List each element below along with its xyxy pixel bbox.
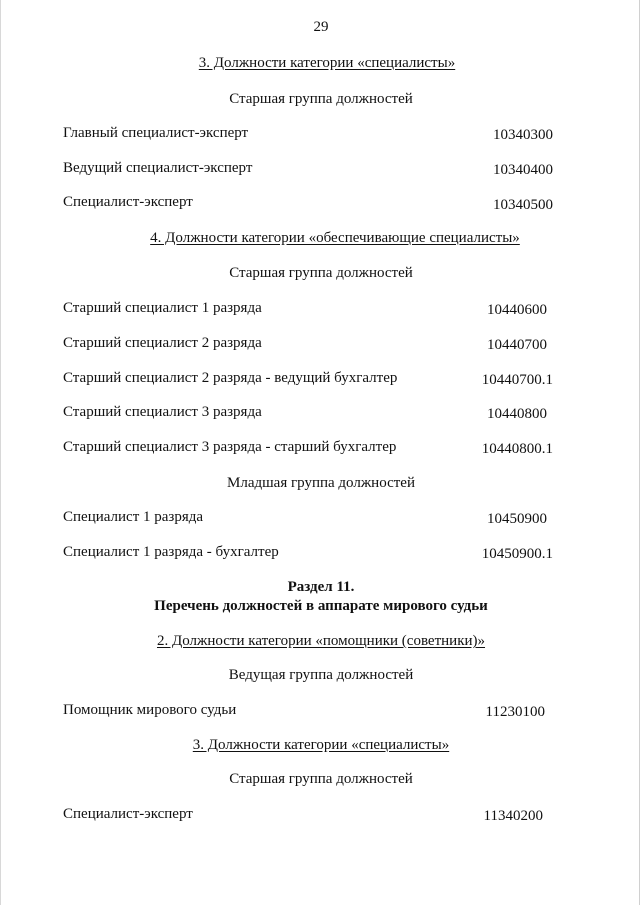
group-heading-senior: Старшая группа должностей [229,91,413,107]
group-heading-junior: Младшая группа должностей [227,475,415,491]
position-code: 10450900 [487,511,547,527]
position-code: 10340500 [493,197,553,213]
position-name: Старший специалист 3 разряда - старший бухгалтер [63,439,397,455]
group-heading-senior: Старшая группа должностей [229,771,413,787]
position-code: 10340400 [493,162,553,178]
group-heading-leading: Ведущая группа должностей [228,667,414,683]
section-title: Раздел 11. [287,579,355,595]
page-number: 29 [313,19,329,35]
section-subtitle: Перечень должностей в аппарате мирового судьи [154,598,488,614]
position-name: Старший специалист 3 разряда [63,404,262,420]
category-heading-support-specialists: 4. Должности категории «обеспечивающие специалисты» [150,230,520,246]
position-code: 10440800 [487,406,547,422]
position-name: Старший специалист 2 разряда [63,335,262,351]
position-code: 10340300 [493,127,553,143]
position-name: Помощник мирового судьи [63,702,237,718]
group-heading-senior: Старшая группа должностей [229,265,413,281]
category-heading-specialists: 3. Должности категории «специалисты» [192,737,450,753]
position-name: Ведущий специалист-эксперт [63,160,253,176]
position-code: 10440700 [487,337,547,353]
position-name: Специалист 1 разряда - бухгалтер [63,544,279,560]
position-code: 10440700.1 [481,372,553,388]
position-name: Старший специалист 2 разряда - ведущий бухгалтер [63,370,398,386]
position-code: 10440600 [487,302,547,318]
position-name: Специалист-эксперт [63,194,193,210]
position-name: Главный специалист-эксперт [63,125,249,141]
position-code: 10440800.1 [481,441,553,457]
category-heading-assistants: 2. Должности категории «помощники (советники)» [156,633,486,649]
position-code: 11340200 [483,808,543,824]
position-code: 11230100 [485,704,545,720]
position-name: Старший специалист 1 разряда [63,300,262,316]
position-code: 10450900.1 [481,546,553,562]
position-name: Специалист-эксперт [63,806,193,822]
position-name: Специалист 1 разряда [63,509,204,525]
category-heading-specialists: 3. Должности категории «специалисты» [198,55,456,71]
